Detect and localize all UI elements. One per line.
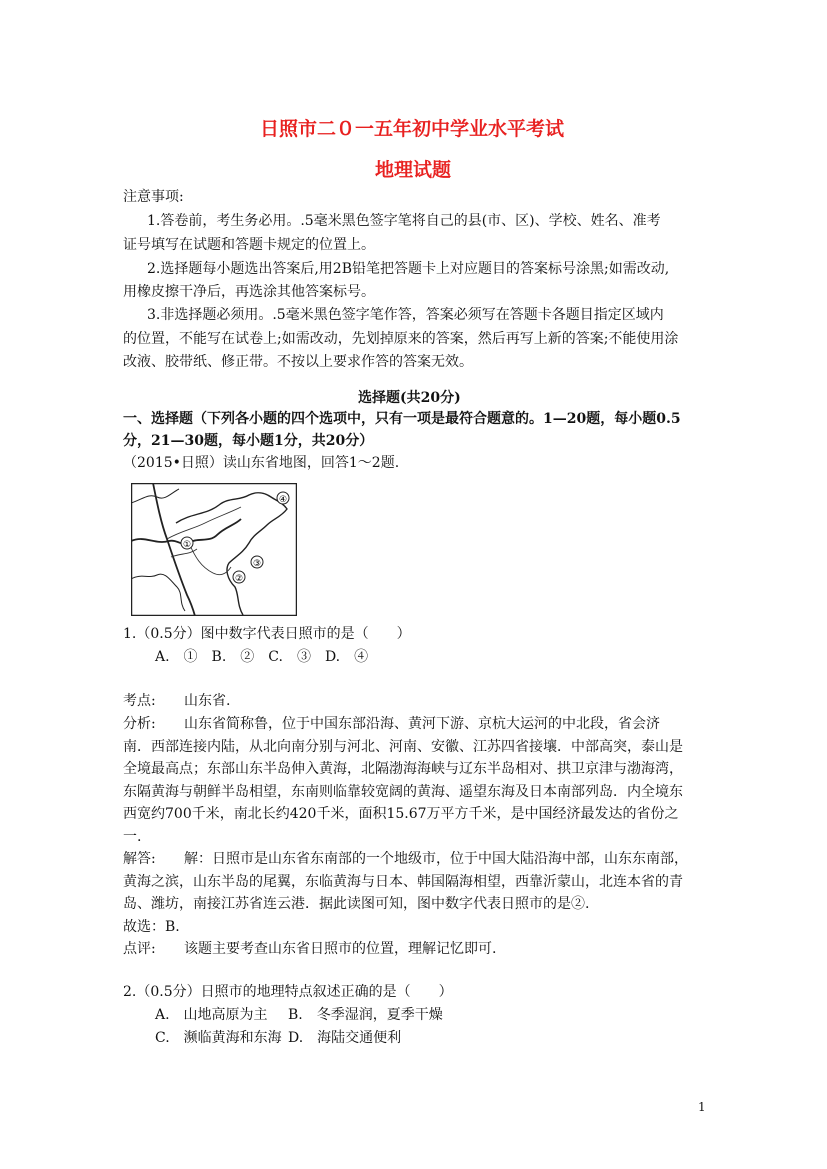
map-label-4: ④ (278, 495, 288, 505)
question-intro: （2015•日照）读山东省地图，回答1～2题. (123, 455, 400, 471)
q2-option-a: A. 山地高原为主 (155, 1007, 268, 1023)
q1-stem: 1.（0.5分）图中数字代表日照市的是（ ） (123, 626, 411, 642)
section-heading: 选择题(共20分) (358, 390, 461, 406)
exam-title: 日照市二０一五年初中学业水平考试 (260, 118, 565, 140)
q1-dianping-label: 点评: (123, 941, 156, 957)
notice-line-3: 3.非选择题必须用。.5毫米黑色签字笔作答，答案必须写在答题卡各题目指定区域内 (147, 307, 664, 323)
q1-fenxi-2: 南．西部连接内陆，从北向南分别与河北、河南、安徽、江苏四省接壤．中部高突，泰山是 (123, 739, 683, 755)
q1-options: A. ① B. ② C. ③ D. ④ (155, 649, 369, 665)
q2-option-c: C. 濒临黄海和东海 (155, 1030, 282, 1046)
exam-subtitle: 地理试题 (375, 159, 452, 181)
notice-heading: 注意事项: (123, 189, 184, 205)
q1-jieda-3: 岛、潍坊，南接江苏省连云港．据此读图可知，图中数字代表日照市的是②. (123, 896, 590, 912)
q1-dianping: 该题主要考查山东省日照市的位置，理解记忆即可. (184, 941, 497, 957)
q2-option-b: B. 冬季湿润，夏季干燥 (288, 1007, 443, 1023)
q1-fenxi-6: 一. (123, 829, 142, 845)
q1-fenxi-4: 东隔黄海与朝鲜半岛相望，东南则临靠较宽阔的黄海、遥望东海及日本南部列岛．内全境东 (123, 784, 683, 800)
notice-line-1: 1.答卷前，考生务必用。.5毫米黑色签字笔将自己的县(市、区)、学校、姓名、准考 (147, 213, 661, 229)
q1-fenxi-3: 全境最高点；东部山东半岛伸入黄海，北隔渤海海峡与辽东半岛相对、拱卫京津与渤海湾， (123, 761, 683, 777)
notice-line-2: 2.选择题每小题选出答案后,用2B铅笔把答题卡上对应题目的答案标号涂黑;如需改动, (147, 261, 670, 277)
map-label-2: ② (234, 574, 244, 584)
notice-line-1b: 证号填写在试题和答题卡规定的位置上。 (123, 237, 375, 253)
q2-stem: 2.（0.5分）日照市的地理特点叙述正确的是（ ） (123, 984, 453, 1000)
map-frame (132, 484, 297, 616)
notice-line-2b: 用橡皮擦干净后，再选涂其他答案标号。 (123, 284, 375, 300)
map-label-1: ① (182, 540, 192, 550)
map-label-3: ③ (252, 559, 262, 569)
q1-answer: 故选：B. (123, 919, 180, 935)
q1-fenxi-5: 西宽约700千米，南北长约420千米，面积15.67万平方千米，是中国经济最发达的省份之 (123, 806, 679, 822)
q1-fenxi-label: 分析: (123, 716, 156, 732)
notice-line-3c: 改液、胶带纸、修正带。不按以上要求作答的答案无效。 (123, 354, 473, 370)
q1-kaodian: 山东省. (184, 693, 231, 709)
q1-fenxi-1: 山东省简称鲁，位于中国东部沿海、黄河下游、京杭大运河的中北段，省会济 (184, 716, 660, 732)
q2-option-d: D. 海陆交通便利 (288, 1030, 402, 1046)
q1-kaodian-label: 考点: (123, 693, 156, 709)
shandong-map (131, 483, 297, 616)
section-instruction-2: 分，21—30题，每小题1分，共20分） (123, 433, 374, 449)
q1-jieda-2: 黄海之滨，山东半岛的尾翼，东临黄海与日本、韩国隔海相望，西靠沂蒙山，北连本省的青 (123, 874, 683, 890)
q1-jieda-label: 解答: (123, 851, 156, 867)
section-instruction-1: 一、选择题（下列各小题的四个选项中，只有一项是最符合题意的。1—20题，每小题0.5 (123, 411, 681, 427)
page-number: 1 (698, 1100, 706, 1114)
notice-line-3b: 的位置，不能写在试卷上;如需改动，先划掉原来的答案，然后再写上新的答案;不能使用涂 (123, 331, 679, 347)
q1-jieda-1: 解：日照市是山东省东南部的一个地级市，位于中国大陆沿海中部，山东东南部， (184, 851, 688, 867)
